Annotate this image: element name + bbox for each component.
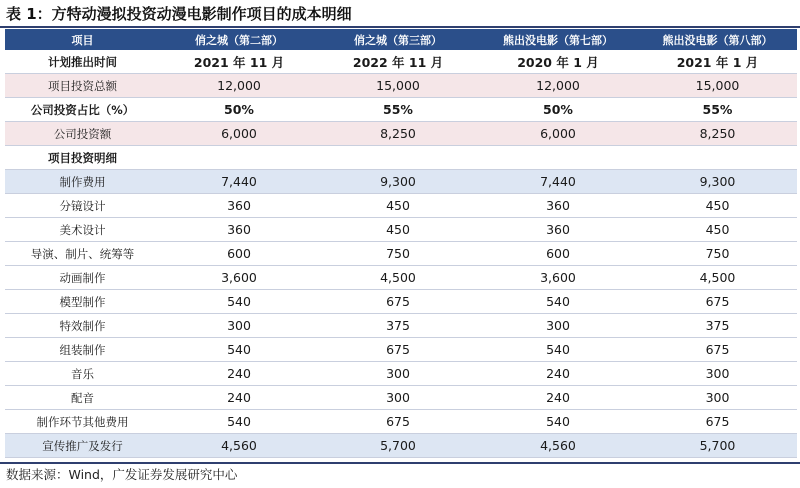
cell: 300 xyxy=(318,362,478,386)
cell: 300 xyxy=(478,314,638,338)
table-row xyxy=(5,98,797,122)
cell: 4,500 xyxy=(638,266,797,290)
cell: 450 xyxy=(318,194,478,218)
cell: 240 xyxy=(478,386,638,410)
row-label: 宣传推广及发行 xyxy=(5,434,160,458)
cell: 675 xyxy=(318,338,478,362)
cell xyxy=(160,146,318,170)
cell: 675 xyxy=(318,290,478,314)
title-divider xyxy=(0,26,800,28)
cell: 4,560 xyxy=(160,434,318,458)
col-header-movie-3: 熊出没电影（第七部） xyxy=(478,29,638,50)
cell: 6,000 xyxy=(478,122,638,146)
cell: 300 xyxy=(638,362,797,386)
table-title: 表 1：方特动漫拟投资动漫电影制作项目的成本明细 xyxy=(6,5,352,23)
table-row xyxy=(5,290,797,314)
cell: 750 xyxy=(638,242,797,266)
cell: 8,250 xyxy=(318,122,478,146)
cell: 2020 年 1 月 xyxy=(478,50,638,74)
cell: 9,300 xyxy=(318,170,478,194)
cell: 3,600 xyxy=(160,266,318,290)
cell: 8,250 xyxy=(638,122,797,146)
cell: 450 xyxy=(318,218,478,242)
row-label: 美术设计 xyxy=(5,218,160,242)
table-row xyxy=(5,242,797,266)
table-row xyxy=(5,386,797,410)
cell: 50% xyxy=(478,98,638,122)
col-header-movie-1: 俏之城（第二部） xyxy=(160,29,318,50)
cell: 675 xyxy=(638,410,797,434)
row-label: 特效制作 xyxy=(5,314,160,338)
table-row xyxy=(5,194,797,218)
col-header-movie-4: 熊出没电影（第八部） xyxy=(638,29,797,50)
cell: 540 xyxy=(478,338,638,362)
cell: 2021 年 1 月 xyxy=(638,50,797,74)
cell: 600 xyxy=(160,242,318,266)
table-row xyxy=(5,266,797,290)
cell: 540 xyxy=(478,410,638,434)
table-row xyxy=(5,122,797,146)
cell: 360 xyxy=(160,194,318,218)
cell: 5,700 xyxy=(318,434,478,458)
cell xyxy=(638,146,797,170)
cell xyxy=(318,146,478,170)
cell: 540 xyxy=(478,290,638,314)
col-header-movie-2: 俏之城（第三部） xyxy=(318,29,478,50)
row-label: 动画制作 xyxy=(5,266,160,290)
cell: 675 xyxy=(318,410,478,434)
cell: 360 xyxy=(478,218,638,242)
cell: 6,000 xyxy=(160,122,318,146)
cell: 450 xyxy=(638,218,797,242)
cell: 15,000 xyxy=(638,74,797,98)
cell: 300 xyxy=(160,314,318,338)
cell: 7,440 xyxy=(160,170,318,194)
cost-table xyxy=(5,29,797,458)
cell: 3,600 xyxy=(478,266,638,290)
cell: 15,000 xyxy=(318,74,478,98)
cell: 300 xyxy=(638,386,797,410)
cell: 750 xyxy=(318,242,478,266)
cell: 540 xyxy=(160,410,318,434)
cell: 12,000 xyxy=(478,74,638,98)
cell: 55% xyxy=(638,98,797,122)
cell: 12,000 xyxy=(160,74,318,98)
row-label: 公司投资额 xyxy=(5,122,160,146)
table-header-row xyxy=(5,29,797,50)
table-bottom-divider xyxy=(0,462,800,464)
col-header-item: 项目 xyxy=(5,29,160,50)
cell: 450 xyxy=(638,194,797,218)
row-label: 音乐 xyxy=(5,362,160,386)
cell: 675 xyxy=(638,290,797,314)
cell: 240 xyxy=(160,362,318,386)
row-label: 制作费用 xyxy=(5,170,160,194)
row-label: 公司投资占比（%） xyxy=(5,98,160,122)
table-row xyxy=(5,362,797,386)
cell: 55% xyxy=(318,98,478,122)
table-row xyxy=(5,434,797,458)
row-label: 导演、制片、统筹等 xyxy=(5,242,160,266)
cell: 2021 年 11 月 xyxy=(160,50,318,74)
row-label: 分镜设计 xyxy=(5,194,160,218)
cell: 675 xyxy=(638,338,797,362)
table-row xyxy=(5,218,797,242)
row-label: 项目投资明细 xyxy=(5,146,160,170)
table-row xyxy=(5,314,797,338)
cell: 7,440 xyxy=(478,170,638,194)
table-row xyxy=(5,146,797,170)
table-row xyxy=(5,410,797,434)
cell: 5,700 xyxy=(638,434,797,458)
cell: 240 xyxy=(160,386,318,410)
table-row xyxy=(5,170,797,194)
row-label: 配音 xyxy=(5,386,160,410)
cell: 540 xyxy=(160,290,318,314)
cell xyxy=(478,146,638,170)
cell: 4,560 xyxy=(478,434,638,458)
cell: 300 xyxy=(318,386,478,410)
row-label: 制作环节其他费用 xyxy=(5,410,160,434)
cell: 50% xyxy=(160,98,318,122)
table-row xyxy=(5,74,797,98)
row-label: 组装制作 xyxy=(5,338,160,362)
cell: 375 xyxy=(638,314,797,338)
data-source-note: 数据来源：Wind，广发证券发展研究中心 xyxy=(6,467,238,482)
cell: 240 xyxy=(478,362,638,386)
cell: 4,500 xyxy=(318,266,478,290)
cell: 375 xyxy=(318,314,478,338)
cell: 600 xyxy=(478,242,638,266)
cell: 360 xyxy=(160,218,318,242)
cell: 2022 年 11 月 xyxy=(318,50,478,74)
row-label: 计划推出时间 xyxy=(5,50,160,74)
row-label: 模型制作 xyxy=(5,290,160,314)
table-row xyxy=(5,50,797,74)
cell: 540 xyxy=(160,338,318,362)
cell: 9,300 xyxy=(638,170,797,194)
table-row xyxy=(5,338,797,362)
row-label: 项目投资总额 xyxy=(5,74,160,98)
cell: 360 xyxy=(478,194,638,218)
